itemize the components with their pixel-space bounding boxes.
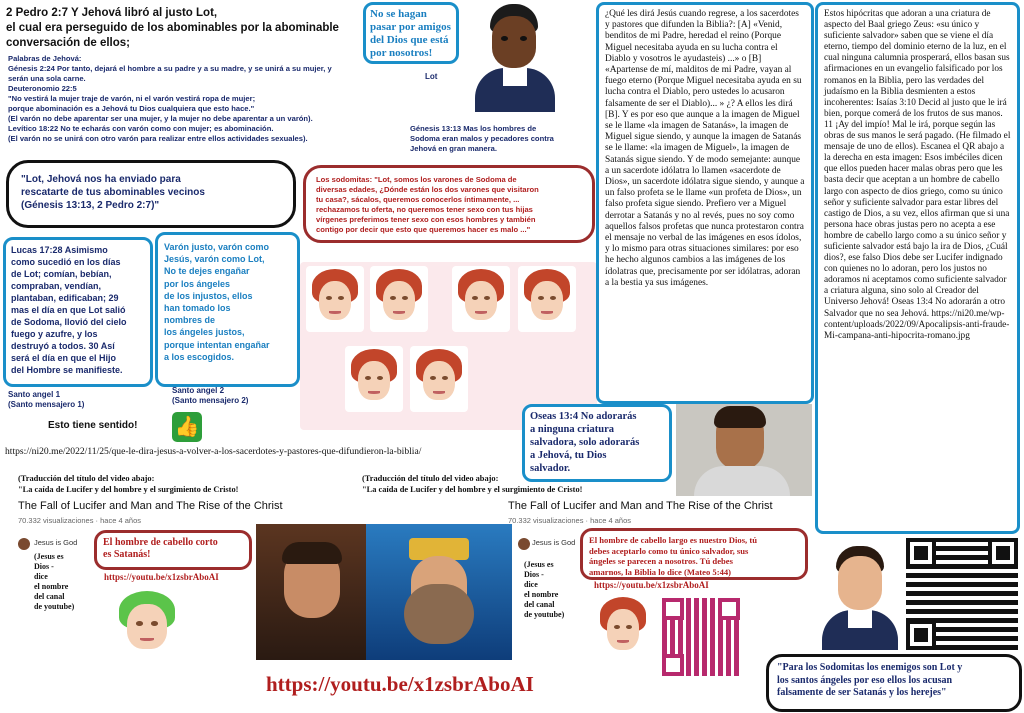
- sense-text: Esto tiene sentido!: [48, 420, 138, 431]
- red-angel-image: [594, 594, 652, 662]
- final-quote: "Para los Sodomitas los enemigos son Lot y los santos ángeles por eso ellos los acusan falsamente de ser Satanás y los herejes": [766, 654, 1022, 712]
- luke-verse-box: Lucas 17:28 Asimismo como sucedió en los días de Lot; comían, bebían, compraban, vendían, plantaban, edificaban; 29 mas el día en que Lot salió de Sodoma, llovió del cielo fuego y azufre, y los destruyó a todos. 30 Así será el día en que el Hijo del Hombre se manifieste.: [3, 237, 153, 387]
- thumbs-up-icon: 👍: [172, 412, 202, 442]
- right-text: Estos hipócritas que adoran a una criatura de aspecto del Baal griego Zeus: «su único y suficiente salvador» saben que se viene el día eterno, tiempo del dominio eterno de la luz, en el cual ninguna calumnia prosperará, ellos basan sus afirmaciones en un evangelio falsificado por los romanos en la Biblia, pero las verdades del judaísmo en la Biblia desmienten a estos incoherentes: Isaías 3:10 Decid al justo que le irá bien, porque comerá de los frutos de sus manos. 11 ¡Ay del impío! Mal le irá, porque según las obras de sus manos le será pagado. (He filmado el mensaje de uno de ellos). Escanea el QR abajo a la derecha en esta imagen: Esos imbéciles dicen que ellos pueden hacer malas obras pero que les basta decir que aceptan a un hombre de cabello largo con aspecto de dios griego, como su único señor y suficiente salvador para estar libres del castigo de Dios, a su vez, ellos afirman que si una persona hace obras justas pero no acepta a ese hombre de cabello largo como a su único señor y suficiente salvador está bajo la ira de Dios, ¿Cuál dios?, ese falso Dios debe ser Lucifer indignado con quienes no lo adoran, pero los justos no adoramos ni aceptamos como suficiente salvador a criatura alguna, sino solo al Creador del Universo Jehová! Oseas 13:4 No adorarán a otro Salvador que no sea Jehová. https://ni20.me/wp-content/uploads/2022/09/Apocalipsis-anti-fraude-Mi-campana-anti-hipocrita-romano.jpg: [824, 9, 1011, 341]
- video-left-channel[interactable]: Jesus is God: [34, 538, 78, 547]
- right-text-box: [815, 2, 1020, 534]
- lot-speech-bubble: No se hagan pasar por amigos del Dios que está por nosotros!: [363, 2, 459, 64]
- video-right-title[interactable]: The Fall of Lucifer and Man and The Rise of the Christ: [508, 500, 773, 512]
- man-avatar: [816, 540, 904, 650]
- man-photo: [676, 404, 812, 496]
- video-right-translation: (Traducción del título del video abajo: "La caída de Lucifer y del hombre y el surgimiento de Cristo!: [362, 474, 583, 494]
- angel-face: [518, 266, 576, 332]
- sodomites-bubble: Los sodomitas: "Lot, somos los varones de Sodoma de diversas edades, ¿Dónde están los dos varones que visitaron tu casa?, sácalos, queremos conocerlos íntimamente, ... rechazamos tu oferta, no queremos tener sexo con tus hijas vírgenes preferimos tener sexo con esos hombres y también contigo por decir que esto que queremos hacer es malo ...": [303, 165, 595, 243]
- lot-label: Lot: [425, 72, 438, 81]
- center-text-box: [596, 2, 814, 404]
- header-title-text: 2 Pedro 2:7 Y Jehová libró al justo Lot, el cual era perseguido de los abominables por la abominable conversación de ellos;: [6, 7, 339, 49]
- christ-image: [366, 524, 512, 660]
- header-title: [6, 6, 366, 51]
- bottom-video-link[interactable]: https://youtu.be/x1zsbrAboAI: [266, 672, 534, 696]
- video-left-bubble: El hombre de cabello corto es Satanás!: [94, 530, 252, 570]
- angel-face: [345, 346, 403, 412]
- qr-code-magenta[interactable]: [662, 598, 740, 676]
- video-left-link[interactable]: https://youtu.be/x1zsbrAboAI: [104, 572, 219, 582]
- video-right-meta: 70.332 visualizaciones · hace 4 años: [508, 516, 631, 525]
- article-url[interactable]: https://ni20.me/2022/11/25/que-le-dira-jesus-a-volver-a-los-sacerdotes-y-pastores-que-difundieron-la-biblia/: [5, 446, 422, 457]
- lot-avatar: [465, 2, 565, 112]
- angel-face: [452, 266, 510, 332]
- video-right-channel[interactable]: Jesus is God: [532, 538, 576, 547]
- video-left-channel-note: (Jesus es Dios - dice el nombre del canal de youtube): [34, 552, 75, 611]
- angel-face: [370, 266, 428, 332]
- video-right-bubble: El hombre de cabello largo es nuestro Dios, tú debes aceptarlo como tu único salvador, sus ángeles se parecen a nosotros. Tú debes amarnos, la Biblia lo dice (Mateo 5:44): [580, 528, 808, 580]
- channel-avatar: [518, 538, 530, 550]
- channel-avatar: [18, 538, 30, 550]
- green-angel-image: [112, 588, 182, 662]
- righteous-man-box: Varón justo, varón como Jesús, varón como Lot, No te dejes engañar por los ángeles de los injustos, ellos han tomado los nombres de los ángeles justos, porque intentan engañar a los escogidos.: [155, 232, 300, 387]
- angel-face: [410, 346, 468, 412]
- video-right-link[interactable]: https://youtu.be/x1zsbrAboAI: [594, 580, 709, 590]
- video-right-channel-note: (Jesus es Dios - dice el nombre del canal de youtube): [524, 560, 565, 619]
- video-left-meta: 70.332 visualizaciones · hace 4 años: [18, 516, 141, 525]
- genesis-note: Génesis 13:13 Mas los hombres de Sodoma eran malos y pecadores contra Jehová en gran manera.: [410, 124, 554, 153]
- header-verses: Palabras de Jehová: Génesis 2:24 Por tanto, dejará el hombre a su padre y a su madre, y se unirá a su mujer, y serán una sola carne. Deuteronomio 22:5 "No vestirá la mujer traje de varón, ni el varón vestirá ropa de mujer; porque abominación es a Jehová tu Dios cualquiera que esto hace." (El varón no debe aparentar ser una mujer, y la mujer no debe aparentar a un varón). Levítico 18:22 No te echarás con varón como con mujer; es abominación. (El varón no se unirá con otro varón para realizar entre ellos actividades sexuales).: [8, 54, 332, 143]
- angel-face: [306, 266, 364, 332]
- video-left-title[interactable]: The Fall of Lucifer and Man and The Rise of the Christ: [18, 500, 283, 512]
- hosea-box: Oseas 13:4 No adorarás a ninguna criatura salvadora, solo adorarás a Jehová, tu Dios salvador.: [522, 404, 672, 482]
- center-text: ¿Qué les dirá Jesús cuando regrese, a los sacerdotes y pastores que difunden la Biblia?: [A] «Venid, benditos de mi Padre, heredad el reino (Porque Miguel necesitaba ayuda en su lucha contra el Diablo y vosotros le ayudasteis) ...» o [B] «Apartense de mí, malditos de mi Padre, vayan al fuego eterno (Porque Miguel necesitaba ayuda en su lucha contra el Diablo, pero ustedes lo acusaron falsamente de ser el Diablo)... » ¿? A ellos les dirá [B]. Y es por eso que aunque a la imagen de Miguel se le llame «la imagen de Satanás», la imagen de Miguel sigue siendo, y aunque la imagen de Satanás se le llame: «la imagen de Miguel», la imagen de Satanás sigue siendo. Y de modo semejante: aunque a un sacerdote idólatra lo llamen «sacerdote de Dios», un sacerdote idólatra sigue siendo, y aunque a un falso profeta se le llame «un profeta de Dios», un falso profeta sigue siendo. Prefiero ver a Miguel derrotar a Satanás y no al revés, pues no soy como aquellos falsos profetas que nunca protestaron contra el mensaje no verbal de las imágenes en esos ídolos, y lo mismo para otras situaciones similares: por eso he hecho algunos cambios a las imágenes de los ídolatras que, precisamente por ser idólatras, adoran a la bestia ya sus imágenes.: [605, 9, 805, 288]
- video-left-translation: (Traducción del título del video abajo: "La caída de Lucifer y del hombre y el surgimiento de Cristo!: [18, 474, 239, 494]
- satan-image: [256, 524, 366, 660]
- angel-2-label: Santo angel 2 (Santo mensajero 2): [172, 386, 249, 405]
- angel-1-label: Santo angel 1 (Santo mensajero 1): [8, 390, 85, 409]
- lot-rescue-message: "Lot, Jehová nos ha enviado para rescatarte de tus abominables vecinos (Génesis 13:13, 2 Pedro 2:7)": [6, 160, 296, 228]
- qr-code-black[interactable]: [906, 538, 1018, 650]
